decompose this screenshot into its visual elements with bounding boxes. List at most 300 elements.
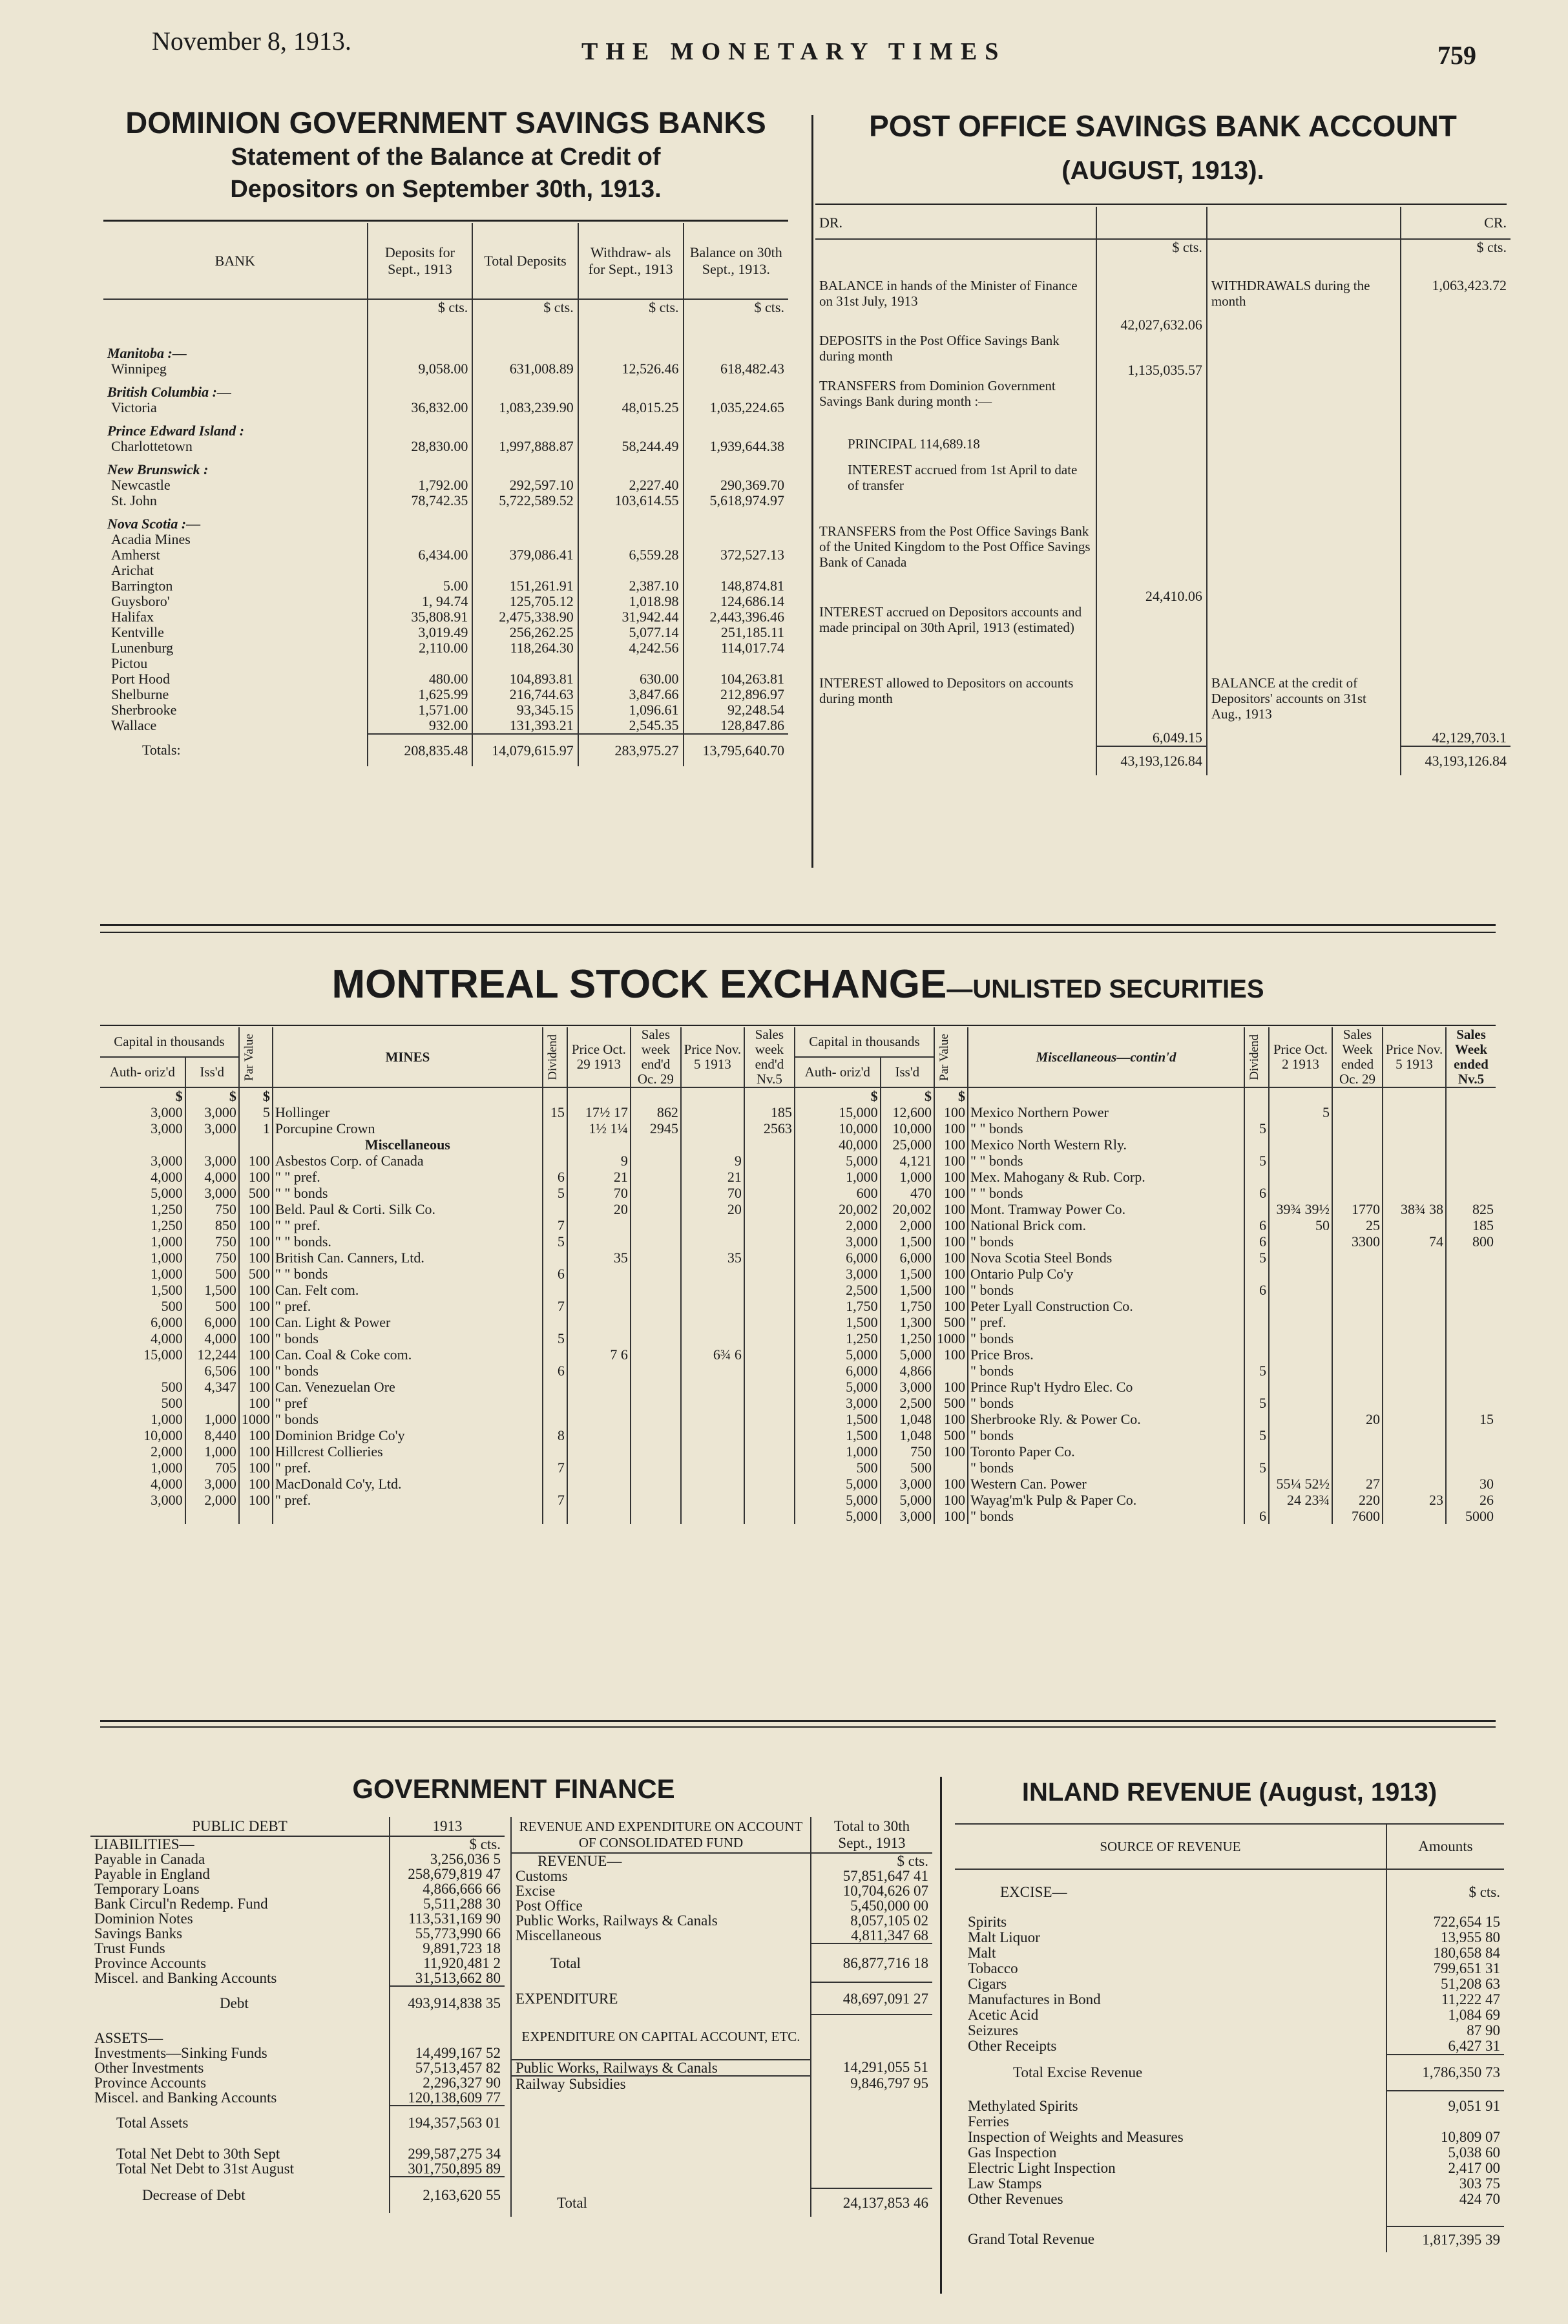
- security-value: [543, 1476, 567, 1492]
- security-value: [567, 1363, 631, 1379]
- security-value: [1244, 1492, 1269, 1508]
- post-office-title: POST OFFICE SAVINGS BANK ACCOUNT: [869, 109, 1457, 143]
- security-value: [631, 1346, 681, 1363]
- table-row: [90, 1852, 505, 1867]
- table-row: [100, 1153, 1496, 1169]
- h-sales-nov2: Sales Week ended Nv.5: [1446, 1027, 1496, 1087]
- security-value: 24 23¾: [1269, 1492, 1332, 1508]
- h-par-2: Par Value: [934, 1027, 968, 1087]
- security-name: " " pref.: [273, 1169, 543, 1185]
- empty-cell: [472, 508, 578, 532]
- misc-heading: Miscellaneous: [273, 1136, 543, 1153]
- security-value: [1244, 1379, 1269, 1395]
- security-value: [934, 1363, 968, 1379]
- branch-name: Victoria: [111, 399, 157, 415]
- table-row: [100, 1233, 1496, 1250]
- security-name: " " bonds: [273, 1266, 543, 1282]
- table-row: [103, 547, 788, 563]
- security-value: [744, 1460, 795, 1476]
- h-capital-2: Capital in thousands: [795, 1027, 934, 1057]
- excise-item-amount: 1,084 69: [1386, 2007, 1504, 2023]
- security-value: 3,000: [151, 1104, 183, 1120]
- security-value: 750: [881, 1443, 934, 1460]
- revenue-item: Post Office: [511, 1898, 811, 1913]
- col-total: Total Deposits: [472, 223, 578, 299]
- empty-cell: [1332, 1087, 1383, 1104]
- table-row: [90, 2075, 505, 2090]
- total-w: 283,975.27: [578, 734, 684, 766]
- security-value: [681, 1443, 744, 1460]
- table-row: [90, 1956, 505, 1971]
- security-value: [1383, 1314, 1446, 1330]
- security-name: Asbestos Corp. of Canada: [273, 1153, 543, 1169]
- security-value: 10,000: [881, 1120, 934, 1136]
- gov-finance-title: GOVERNMENT FINANCE: [352, 1774, 675, 1804]
- security-value: 100: [239, 1153, 273, 1169]
- excise-item-amount: 87 90: [1386, 2023, 1504, 2038]
- value-d: 1,792.00: [368, 477, 473, 493]
- security-value: 55¼ 52½: [1269, 1476, 1332, 1492]
- security-value: 100: [934, 1153, 968, 1169]
- security-value: 8,440: [185, 1427, 239, 1443]
- security-value: 25: [1332, 1217, 1383, 1233]
- security-value: 1,000: [151, 1411, 183, 1427]
- branch-name: Guysboro': [111, 593, 170, 609]
- h-mines: MINES: [273, 1027, 543, 1087]
- security-value: 2945: [631, 1120, 681, 1136]
- empty-cell: [511, 2091, 811, 2188]
- branch-name: Halifax: [111, 609, 154, 625]
- security-value: 705: [185, 1460, 239, 1476]
- security-value: [1446, 1250, 1496, 1266]
- security-value: 5,000: [795, 1492, 881, 1508]
- security-value: 3,000: [185, 1185, 239, 1201]
- empty-cell: [684, 415, 788, 439]
- security-value: 1,250: [795, 1330, 881, 1346]
- security-name: " pref.: [273, 1460, 543, 1476]
- value-t: 131,393.21: [472, 718, 578, 734]
- security-value: 3,000: [185, 1104, 239, 1120]
- empty-cell: [472, 338, 578, 361]
- revenue-item: Inspection of Weights and Measures: [968, 2129, 1184, 2145]
- excise-item-amount: 11,222 47: [1386, 1992, 1504, 2007]
- security-value: [543, 1136, 567, 1153]
- security-name: Peter Lyall Construction Co.: [968, 1298, 1244, 1314]
- security-value: [1383, 1395, 1446, 1411]
- security-value: 1½ 1¼: [567, 1120, 631, 1136]
- excise-item: Cigars: [968, 1976, 1007, 1992]
- value-b: 5,618,974.97: [684, 493, 788, 508]
- security-value: 100: [239, 1250, 273, 1266]
- cr-withdrawals-amt: 1,063,423.72: [1401, 278, 1511, 378]
- security-name: Mexico Northern Power: [968, 1104, 1244, 1120]
- security-value: 800: [1446, 1233, 1496, 1250]
- security-value: 1,250: [151, 1201, 183, 1217]
- capital-item: Public Works, Railways & Canals: [511, 2060, 811, 2076]
- debt-total: Debt: [220, 1994, 249, 2011]
- table-row: [100, 1363, 1496, 1379]
- security-value: [1446, 1460, 1496, 1476]
- security-name: " " bonds: [273, 1185, 543, 1201]
- value-w: 58,244.49: [578, 439, 684, 454]
- security-name: Nova Scotia Steel Bonds: [968, 1250, 1244, 1266]
- revenue-item-amount: 5,450,000 00: [811, 1898, 932, 1913]
- unit-label: $: [881, 1087, 934, 1104]
- security-value: [631, 1169, 681, 1185]
- table-row: [955, 2007, 1504, 2023]
- table-row: [511, 1928, 932, 1943]
- security-value: [744, 1443, 795, 1460]
- security-value: 862: [631, 1104, 681, 1120]
- h-issd: Iss'd: [185, 1057, 239, 1087]
- security-value: [1383, 1460, 1446, 1476]
- security-value: [1446, 1153, 1496, 1169]
- security-value: 15,000: [143, 1346, 183, 1363]
- security-value: 21: [681, 1169, 744, 1185]
- total-b: 13,795,640.70: [684, 734, 788, 766]
- rev-head: REVENUE AND EXPENDITURE ON ACCOUNT OF CONSOLIDATED FUND: [511, 1817, 811, 1853]
- mse-rule-head: [100, 1025, 1496, 1026]
- security-value: 100: [239, 1460, 273, 1476]
- unit-label: $: [934, 1087, 968, 1104]
- revenue-table: [510, 1817, 932, 2217]
- security-value: [744, 1153, 795, 1169]
- table-row: [955, 1961, 1504, 1976]
- value-w: 31,942.44: [578, 609, 684, 625]
- security-value: 185: [1446, 1217, 1496, 1233]
- table-row: [103, 439, 788, 454]
- security-value: 100: [934, 1104, 968, 1120]
- journal-title: THE MONETARY TIMES: [581, 38, 1007, 65]
- revenue-item-amount: 4,811,347 68: [811, 1928, 932, 1943]
- mse-title-sub: —UNLISTED SECURITIES: [946, 975, 1264, 1003]
- table-row: [103, 508, 788, 532]
- security-value: 8: [543, 1427, 567, 1443]
- security-value: [1383, 1104, 1446, 1120]
- liability-item: Dominion Notes: [94, 1910, 193, 1927]
- security-value: 7: [543, 1298, 567, 1314]
- security-value: 100: [934, 1443, 968, 1460]
- security-value: [543, 1314, 567, 1330]
- table-row: [511, 2076, 932, 2091]
- value-w: 2,387.10: [578, 578, 684, 594]
- security-name: Beld. Paul & Corti. Silk Co.: [273, 1201, 543, 1217]
- security-value: 3,000: [151, 1120, 183, 1136]
- value-w: 630.00: [578, 671, 684, 687]
- security-value: [681, 1266, 744, 1282]
- table-row: [90, 2060, 505, 2075]
- security-value: 5: [1244, 1120, 1269, 1136]
- table-row: [103, 656, 788, 671]
- security-value: [1269, 1250, 1332, 1266]
- security-value: [681, 1492, 744, 1508]
- empty-cell: [578, 377, 684, 400]
- security-name: National Brick com.: [968, 1217, 1244, 1233]
- security-value: [1269, 1233, 1332, 1250]
- empty-cell: [368, 454, 473, 477]
- security-value: [681, 1411, 744, 1427]
- security-value: 25,000: [881, 1136, 934, 1153]
- security-value: [567, 1427, 631, 1443]
- value-t: 104,893.81: [472, 671, 578, 687]
- security-value: 7: [543, 1492, 567, 1508]
- empty-cell: [368, 377, 473, 400]
- value-w: 1,018.98: [578, 594, 684, 609]
- total-cr: 43,193,126.84: [1401, 746, 1511, 775]
- security-value: 1,000: [151, 1460, 183, 1476]
- security-value: [1244, 1411, 1269, 1427]
- value-t: 5,722,589.52: [472, 493, 578, 508]
- table-row: [511, 1898, 932, 1913]
- security-value: 5: [1244, 1395, 1269, 1411]
- security-value: [1332, 1282, 1383, 1298]
- security-name: " bonds: [968, 1427, 1244, 1443]
- empty-cell: [368, 338, 473, 361]
- security-value: 15: [1446, 1411, 1496, 1427]
- revenue-item: Customs: [511, 1869, 811, 1883]
- security-value: 1,000: [881, 1169, 934, 1185]
- value-b: 104,263.81: [684, 671, 788, 687]
- table-row: [90, 1926, 505, 1941]
- table-row: [100, 1136, 1496, 1153]
- security-value: 70: [567, 1185, 631, 1201]
- value-t: 1,997,888.87: [472, 439, 578, 454]
- security-name: " bonds: [968, 1233, 1244, 1250]
- table-row: [955, 2099, 1504, 2114]
- empty-cell: [543, 1087, 567, 1104]
- security-value: 500: [881, 1460, 934, 1476]
- security-value: [1383, 1120, 1446, 1136]
- revenue-item-amount: 303 75: [1386, 2176, 1504, 2192]
- security-value: [1446, 1136, 1496, 1153]
- value-d: 28,830.00: [368, 439, 473, 454]
- security-value: [631, 1427, 681, 1443]
- security-value: 6: [1244, 1508, 1269, 1524]
- dr-uk-transfer: TRANSFERS from the Post Office Savings Bank of the United Kingdom to the Post Office Savings Bank of Canada: [819, 523, 1091, 570]
- security-name: Dominion Bridge Co'y: [273, 1427, 543, 1443]
- security-value: 5,000: [881, 1492, 934, 1508]
- table-row: [955, 1945, 1504, 1961]
- value-d: 2,110.00: [368, 640, 473, 656]
- security-value: 20: [567, 1201, 631, 1217]
- security-value: 500: [795, 1460, 881, 1476]
- security-value: 1,250: [881, 1330, 934, 1346]
- security-value: 3300: [1332, 1233, 1383, 1250]
- security-value: [744, 1266, 795, 1282]
- branch-name: St. John: [111, 492, 157, 508]
- public-debt-head: PUBLIC DEBT: [192, 1817, 287, 1834]
- security-value: 500: [934, 1314, 968, 1330]
- finance-divider: [940, 1777, 942, 2294]
- security-value: [681, 1233, 744, 1250]
- empty-cell: [744, 1087, 795, 1104]
- value-d: 480.00: [368, 671, 473, 687]
- security-value: 5,000: [795, 1476, 881, 1492]
- security-value: [567, 1233, 631, 1250]
- security-value: [744, 1233, 795, 1250]
- capital-item: Railway Subsidies: [511, 2076, 811, 2091]
- value-w: 2,545.35: [578, 718, 684, 734]
- spacer-row: [955, 2207, 1504, 2226]
- security-value: 100: [239, 1476, 273, 1492]
- excise-item: Acetic Acid: [968, 2007, 1039, 2023]
- security-value: [631, 1363, 681, 1379]
- security-value: 21: [567, 1169, 631, 1185]
- security-value: [1383, 1508, 1446, 1524]
- security-value: [631, 1395, 681, 1411]
- security-value: 50: [1269, 1217, 1332, 1233]
- security-value: [631, 1201, 681, 1217]
- table-row: [90, 1881, 505, 1896]
- revenue-item-amount: 10,809 07: [1386, 2130, 1504, 2145]
- security-value: [744, 1250, 795, 1266]
- value-d: [368, 656, 473, 671]
- security-name: Can. Light & Power: [273, 1314, 543, 1330]
- empty-cell: [1269, 1087, 1332, 1104]
- total-d: 208,835.48: [368, 734, 473, 766]
- table-row: [511, 1869, 932, 1883]
- branch-name: Winnipeg: [111, 361, 167, 377]
- security-name: Wayag'm'k Pulp & Paper Co.: [968, 1492, 1244, 1508]
- mse-rule-bottom-2: [100, 1726, 1496, 1728]
- security-value: 35: [567, 1250, 631, 1266]
- revenue-item-amount: 5,038 60: [1386, 2145, 1504, 2161]
- security-value: 5: [543, 1233, 567, 1250]
- table-row: [100, 1330, 1496, 1346]
- security-value: [1446, 1314, 1496, 1330]
- revenue-item: Gas Inspection: [968, 2144, 1057, 2161]
- security-value: 5,000: [795, 1153, 881, 1169]
- table-row: [100, 1379, 1496, 1395]
- security-value: 7 6: [567, 1346, 631, 1363]
- security-value: 27: [1332, 1476, 1383, 1492]
- empty-cell: [968, 1087, 1244, 1104]
- mse-rule-bottom: [100, 1720, 1496, 1722]
- table-row: [955, 2023, 1504, 2038]
- security-value: [1332, 1346, 1383, 1363]
- security-value: 1,000: [151, 1250, 183, 1266]
- branch-name: Pictou: [111, 655, 148, 671]
- security-value: 100: [239, 1363, 273, 1379]
- revenue-item-amount: [1386, 2114, 1504, 2130]
- table-row: [103, 702, 788, 718]
- security-value: 5,000: [795, 1346, 881, 1363]
- security-value: 5,000: [795, 1508, 881, 1524]
- dr-interest-accrued: INTEREST accrued on Depositors accounts and made principal on 30th April, 1913 (estimated): [819, 604, 1082, 635]
- branch-name: Wallace: [111, 717, 157, 733]
- empty-cell: [684, 338, 788, 361]
- security-value: [1332, 1169, 1383, 1185]
- security-name: Hillcrest Collieries: [273, 1443, 543, 1460]
- security-value: 6: [1244, 1282, 1269, 1298]
- capital-head-row: [511, 2015, 932, 2060]
- security-value: [744, 1330, 795, 1346]
- security-value: [1446, 1298, 1496, 1314]
- h-auth-2: Auth- oriz'd: [795, 1057, 881, 1087]
- asset-item-amount: 120,138,609 77: [390, 2090, 505, 2106]
- security-value: 1,250: [151, 1217, 183, 1233]
- security-value: 100: [934, 1476, 968, 1492]
- security-name: " pref: [273, 1395, 543, 1411]
- security-value: [567, 1314, 631, 1330]
- dr-transfers: TRANSFERS from Dominion Government Savings Bank during month :—: [819, 378, 1056, 409]
- unit-label: $ cts.: [368, 299, 473, 338]
- security-value: [631, 1492, 681, 1508]
- inland-table: [955, 1823, 1504, 2252]
- security-value: 100: [239, 1492, 273, 1508]
- security-value: [567, 1330, 631, 1346]
- security-value: 100: [934, 1298, 968, 1314]
- table-row: [955, 2192, 1504, 2207]
- value-b: 114,017.74: [684, 640, 788, 656]
- branch-name: Port Hood: [111, 671, 171, 687]
- security-value: 3,000: [881, 1379, 934, 1395]
- h-price-nov: Price Nov. 5 1913: [681, 1027, 744, 1087]
- security-value: [1332, 1266, 1383, 1282]
- security-value: 100: [239, 1169, 273, 1185]
- security-value: [100, 1508, 185, 1524]
- security-value: [934, 1460, 968, 1476]
- value-d: 35,808.91: [368, 609, 473, 625]
- year-head: 1913: [390, 1817, 505, 1836]
- security-value: 100: [239, 1217, 273, 1233]
- security-value: 4,000: [185, 1330, 239, 1346]
- total-t: 14,079,615.97: [472, 734, 578, 766]
- security-value: 10,000: [143, 1427, 183, 1443]
- security-value: [1332, 1460, 1383, 1476]
- dr-deposits: DEPOSITS in the Post Office Savings Bank during month: [819, 333, 1060, 364]
- province-name: Prince Edward Island :: [107, 423, 245, 439]
- excise-item: Tobacco: [968, 1960, 1018, 1976]
- security-value: [1383, 1476, 1446, 1492]
- security-value: 1,500: [151, 1282, 183, 1298]
- security-value: 3,000: [185, 1153, 239, 1169]
- security-value: [1244, 1314, 1269, 1330]
- excise-item-amount: 51,208 63: [1386, 1976, 1504, 1992]
- unit-row: [100, 1087, 1496, 1104]
- liabilities-label: LIABILITIES—: [94, 1836, 194, 1852]
- empty-cell: [472, 377, 578, 400]
- security-value: [1269, 1460, 1332, 1476]
- table-row: [955, 2038, 1504, 2055]
- dr-balance-amt: 42,027,632.06: [1096, 278, 1207, 333]
- liability-item: Payable in England: [94, 1866, 210, 1882]
- security-value: 1,500: [881, 1266, 934, 1282]
- province-name: Manitoba :—: [107, 345, 187, 361]
- post-office-subtitle: (AUGUST, 1913).: [1061, 156, 1264, 185]
- table-row: [103, 454, 788, 477]
- security-value: 6: [1244, 1185, 1269, 1201]
- security-value: 6: [543, 1363, 567, 1379]
- dr-interest-allowed: INTEREST allowed to Depositors on accounts during month: [819, 675, 1074, 706]
- security-value: [1269, 1443, 1332, 1460]
- branch-name: Acadia Mines: [111, 531, 191, 547]
- value-t: 379,086.41: [472, 547, 578, 563]
- value-t: 2,475,338.90: [472, 609, 578, 625]
- security-value: [631, 1266, 681, 1282]
- table-row: [90, 1971, 505, 1986]
- excise-item: Malt Liquor: [968, 1929, 1040, 1945]
- security-value: 470: [881, 1185, 934, 1201]
- security-name: " pref.: [273, 1298, 543, 1314]
- security-value: [744, 1427, 795, 1443]
- security-value: 825: [1446, 1201, 1496, 1217]
- table-row: [100, 1492, 1496, 1508]
- col-withdrawals: Withdraw- als for Sept., 1913: [578, 223, 684, 299]
- security-value: 5: [543, 1185, 567, 1201]
- security-value: [1269, 1298, 1332, 1314]
- security-value: [1332, 1104, 1383, 1120]
